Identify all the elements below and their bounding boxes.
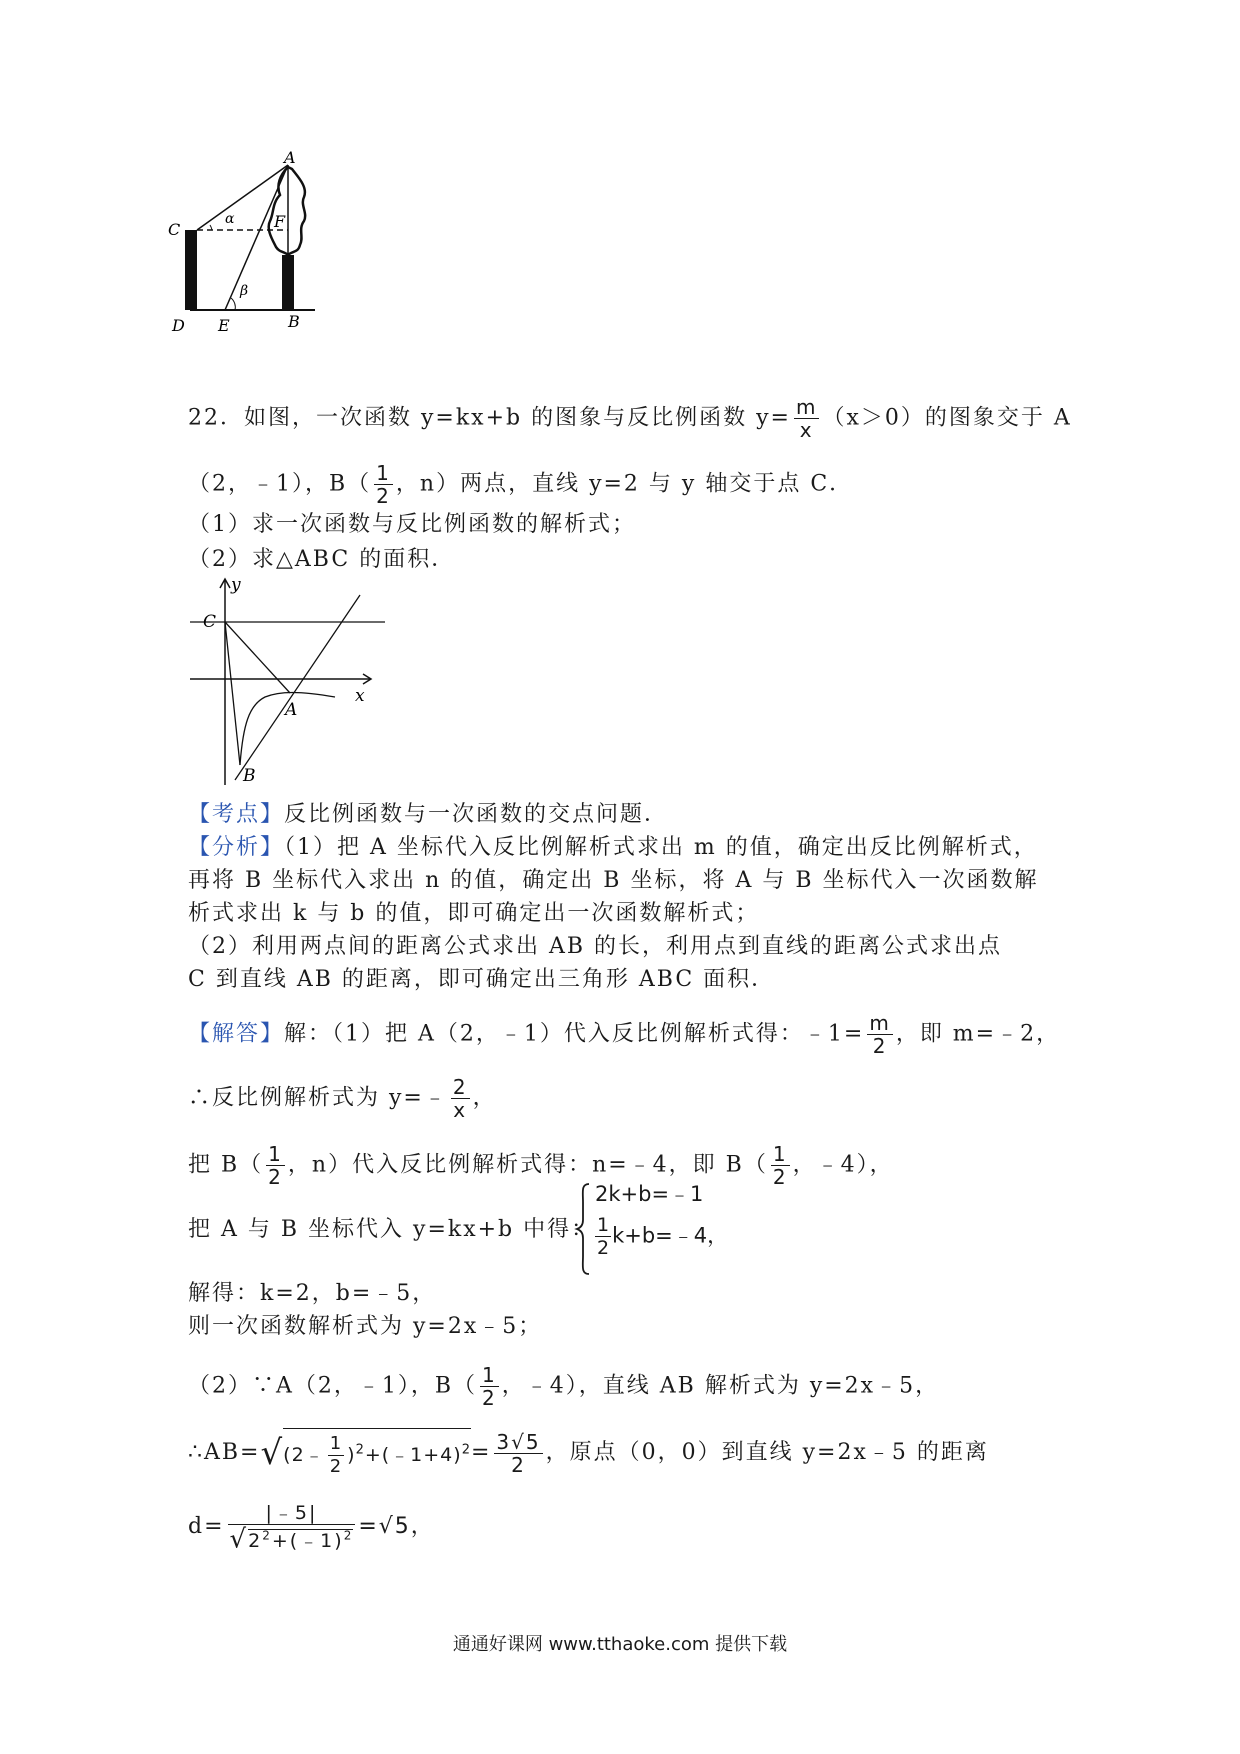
- figure-angle-of-elevation: [168, 148, 380, 335]
- line-ab: [235, 595, 360, 780]
- fenxi-tag: 【分析】: [188, 835, 285, 860]
- jieda-line-7: （2）∵A（2，﹣1），B（ $\frac{1}{2}$ ，﹣4），直线 AB 解析式为 y=2x﹣5，: [188, 1363, 940, 1410]
- label-beta: β: [240, 283, 249, 299]
- tree-outline: [269, 167, 305, 255]
- problem-text: （x＞0）的图象交于 A: [822, 405, 1072, 431]
- segment-cb: [225, 622, 240, 765]
- question-1: （1）求一次函数与反比例函数的解析式；: [188, 512, 636, 537]
- block-b: [282, 255, 294, 310]
- jieda-line-6: 则一次函数解析式为 y=2x﹣5；: [188, 1314, 543, 1339]
- label-a: A: [285, 700, 298, 720]
- label-d: D: [172, 316, 185, 335]
- problem-line-2: （2，﹣1），B（ $\frac{1}{2}$ ，n）两点，直线 y=2 与 y 轴交于点 C．: [188, 461, 854, 508]
- equation-2: $\frac{1}{2}$ k+b=﹣4，: [597, 1214, 729, 1259]
- fenxi-line-1: 【分析】（1）把 A 坐标代入反比例解析式求出 m 的值，确定出反比例解析式，: [188, 835, 1038, 860]
- fenxi-line-2: 再将 B 坐标代入求出 n 的值，确定出 B 坐标，将 A 与 B 坐标代入一次函数解: [188, 868, 1039, 893]
- building-cd: [185, 230, 197, 310]
- label-f: F: [274, 212, 286, 231]
- segment-ca: [225, 622, 290, 693]
- fraction-m-over-x: $\frac{m}{x}$: [795, 395, 818, 442]
- problem-line-1: [188, 396, 1072, 441]
- fraction-half: $\frac{1}{2}$: [482, 1363, 497, 1410]
- jieda-line-9: d= $\frac{|﹣5|}{√2^2+(﹣1)^2}$ =√5，: [188, 1502, 435, 1555]
- page-footer: 通通好课网 www.tthaoke.com 提供下载: [452, 1634, 788, 1655]
- label-e: E: [218, 316, 230, 335]
- jieda-tag: 【解答】: [188, 1021, 285, 1047]
- jieda-line-8: ∴AB=√(2﹣ $\frac{1}{2}$ )$^2$+(﹣1+4)$^2$= $\frac{3√5}{2}$ ，原点（0，0）到直线 y=2x﹣5 的距离: [188, 1429, 989, 1477]
- kaodian-tag: 【考点】: [188, 802, 285, 827]
- question-2: （2）求△ABC 的面积．: [188, 547, 456, 572]
- jieda-line-2: ∴反比例解析式为 y=﹣ $\frac{2}{x}$ ，: [188, 1075, 497, 1122]
- beta-arc: [231, 298, 235, 310]
- fraction-half: $\frac{1}{2}$: [268, 1142, 283, 1189]
- label-c: C: [168, 220, 181, 239]
- fraction-3sqrt5-over-2: $\frac{3√5}{2}$: [496, 1429, 541, 1477]
- kaodian-line: 【考点】反比例函数与一次函数的交点问题．: [188, 802, 669, 827]
- equation-1: 2k+b=﹣1: [595, 1182, 704, 1206]
- label-b: B: [288, 312, 300, 331]
- figure-function-graph: [185, 575, 385, 790]
- fenxi-line-4: （2）利用两点间的距离公式求出 AB 的长，利用点到直线的距离公式求出点: [188, 934, 1003, 959]
- left-brace-icon: [575, 1182, 591, 1276]
- jieda-line-4: 把 A 与 B 坐标代入 y=kx+b 中得：: [188, 1217, 596, 1242]
- label-y: y: [231, 575, 241, 595]
- label-alpha: α: [225, 211, 235, 227]
- fraction-2-over-x: $\frac{2}{x}$: [452, 1075, 468, 1122]
- jieda-line-5: 解得：k=2，b=﹣5，: [188, 1281, 437, 1306]
- label-c: C: [203, 612, 217, 632]
- label-b: B: [243, 766, 256, 786]
- fraction-half: $\frac{1}{2}$: [376, 461, 391, 508]
- jieda-line-1: 【解答】解：（1）把 A（2，﹣1）代入反比例解析式得：﹣1= $\frac{m}{2}$ ，即 m=﹣2，: [188, 1011, 1061, 1058]
- radical-expression: √(2﹣ $\frac{1}{2}$ )$^2$+(﹣1+4)$^2$: [261, 1428, 471, 1478]
- fraction-half: $\frac{1}{2}$: [772, 1142, 788, 1189]
- fenxi-line-5: C 到直线 AB 的距离，即可确定出三角形 ABC 面积．: [188, 967, 776, 992]
- distance-fraction: $\frac{|﹣5|}{√2^2+(﹣1)^2}$: [229, 1502, 354, 1555]
- jieda-line-3: 把 B（ $\frac{1}{2}$ ，n）代入反比例解析式得：n=﹣4，即 B（ $\frac{1}{2}$ ，﹣4），: [188, 1142, 894, 1189]
- fraction-m-over-2: $\frac{m}{2}$: [869, 1011, 891, 1058]
- label-x: x: [355, 686, 365, 706]
- fenxi-line-3: 析式求出 k 与 b 的值，即可确定出一次函数解析式；: [188, 901, 760, 926]
- label-a: A: [284, 148, 296, 167]
- problem-text: 22．如图，一次函数 y=kx+b 的图象与反比例函数 y=: [188, 405, 791, 431]
